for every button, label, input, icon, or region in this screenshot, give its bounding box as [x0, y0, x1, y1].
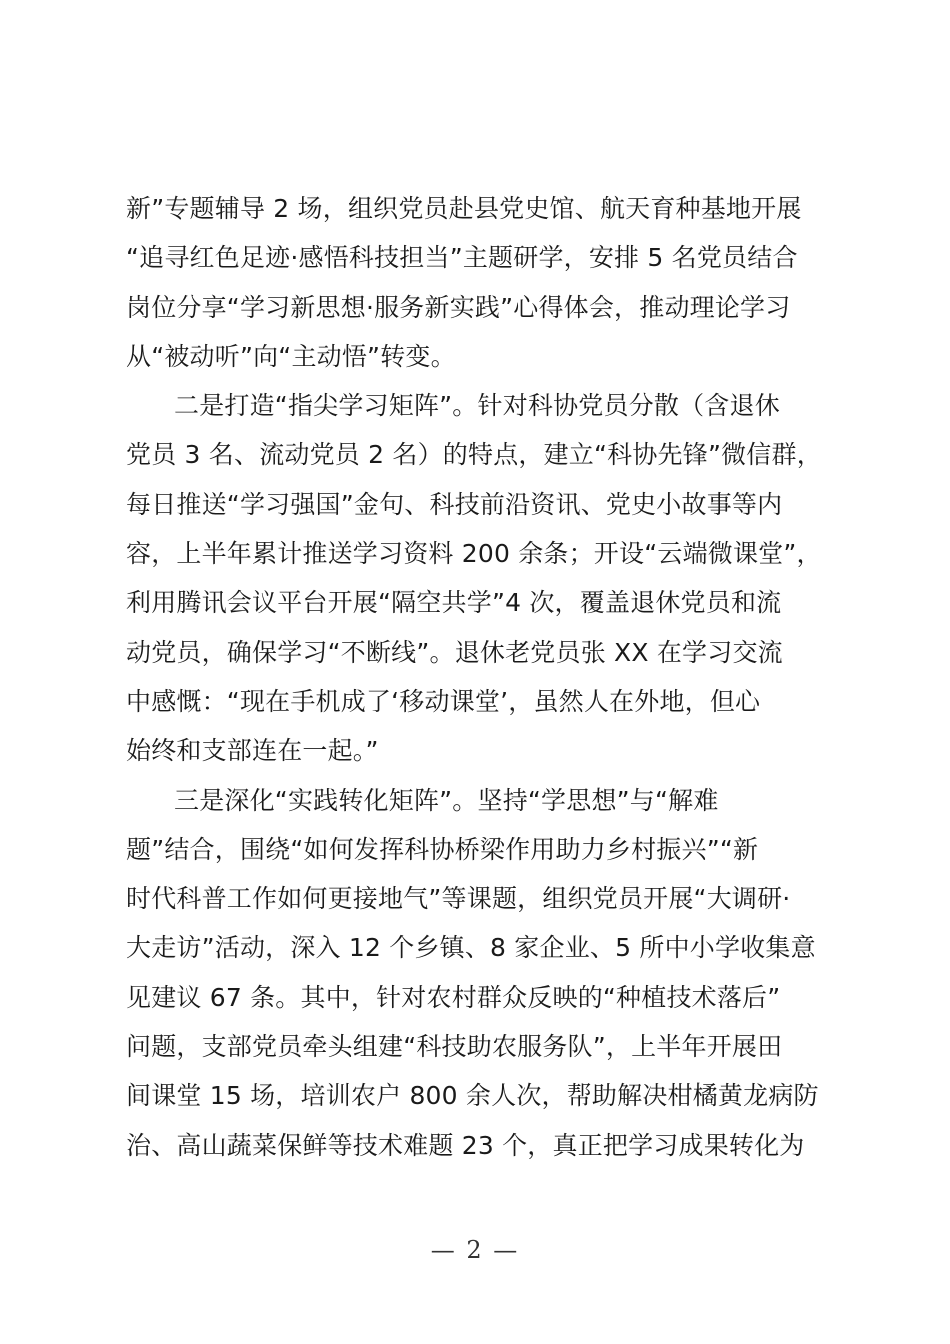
text-line: 容，上半年累计推送学习资料 200 余条；开设“云端微课堂”， — [126, 539, 822, 569]
text-line: 见建议 67 条。其中，针对农村群众反映的“种植技术落后” — [126, 982, 781, 1012]
text-line: 三是深化“实践转化矩阵”。坚持“学思想”与“解难 — [174, 785, 719, 815]
text-line: 始终和支部连在一起。” — [126, 736, 379, 766]
text-line: 二是打造“指尖学习矩阵”。针对科协党员分散（含退休 — [174, 391, 780, 421]
text-line: “追寻红色足迹·感悟科技担当”主题研学，安排 5 名党员结合 — [126, 243, 798, 273]
text-line: 中感慨：“现在手机成了‘移动课堂’，虽然人在外地，但心 — [126, 686, 761, 716]
text-line: 利用腾讯会议平台开展“隔空共学”4 次，覆盖退休党员和流 — [126, 588, 782, 618]
paragraph — [126, 381, 838, 775]
text-line: 题”结合，围绕“如何发挥科协桥梁作用助力乡村振兴”“新 — [126, 834, 759, 864]
text-line: 动党员，确保学习“不断线”。退休老党员张 XX 在学习交流 — [126, 637, 783, 667]
text-line: 从“被动听”向“主动悟”转变。 — [126, 341, 456, 371]
text-line: 岗位分享“学习新思想·服务新实践”心得体会，推动理论学习 — [126, 292, 791, 322]
text-line: 新”专题辅导 2 场，组织党员赴县党史馆、航天育种基地开展 — [126, 194, 802, 223]
body-text — [126, 184, 838, 1170]
text-line: 间课堂 15 场，培训农户 800 余人次，帮助解决柑橘黄龙病防 — [126, 1081, 819, 1111]
paragraph — [126, 184, 838, 381]
page-number: — 2 — — [430, 1236, 520, 1264]
text-line: 每日推送“学习强国”金句、科技前沿资讯、党史小故事等内 — [126, 489, 783, 519]
text-line: 治、高山蔬菜保鲜等技术难题 23 个，真正把学习成果转化为 — [126, 1130, 805, 1160]
text-line: 大走访”活动，深入 12 个乡镇、8 家企业、5 所中小学收集意 — [126, 933, 816, 963]
paragraph — [126, 776, 838, 1170]
text-line: 时代科普工作如何更接地气”等课题，组织党员开展“大调研· — [126, 884, 791, 914]
text-line: 问题，支部党员牵头组建“科技助农服务队”，上半年开展田 — [126, 1032, 783, 1062]
text-line: 党员 3 名、流动党员 2 名）的特点，建立“科协先锋”微信群， — [126, 440, 822, 470]
